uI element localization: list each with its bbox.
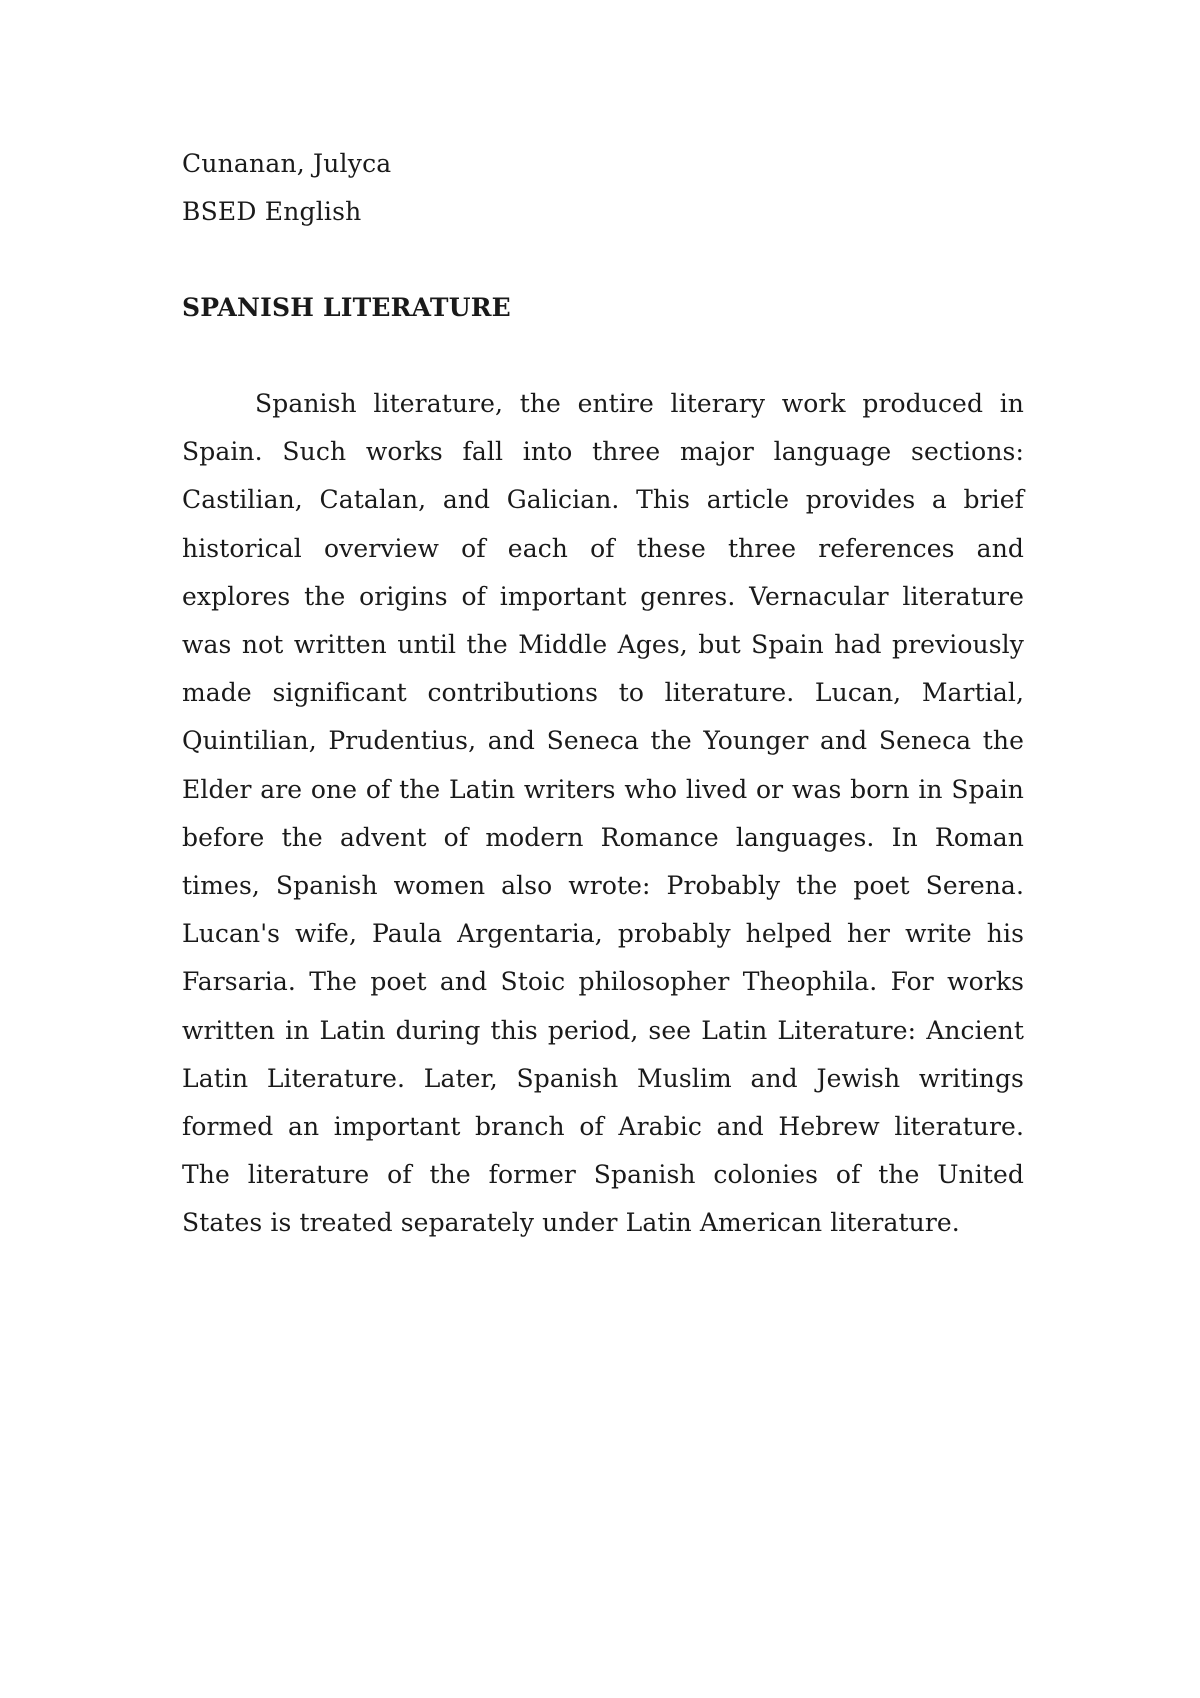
document-title: SPANISH LITERATURE bbox=[182, 293, 511, 322]
body-paragraph: Spanish literature, the entire literary work produced in Spain. Such works fall into three major language sections: Castilian, Catalan, and Galician. This article provides a brief historical overview of each of these three references and explores the origins of important genres. Vernacular literature was not written until the Middle Ages, but Spain had previously made significant contributions to literature. Lucan, Martial, Quintilian, Prudentius, and Seneca the Younger and Seneca the Elder are one of the Latin writers who lived or was born in Spain before the advent of modern Romance languages. In Roman times, Spanish women also wrote: Probably the poet Serena. Lucan's wife, Paula Argentaria, probably helped her write his Farsaria. The poet and Stoic philosopher Theophila. For works written in Latin during this period, see Latin Literature: Ancient Latin Literature. Later, Spanish Muslim and Jewish writings formed an important branch of Arabic and Hebrew literature. The literature of the former Spanish colonies of the United States is treated separately under Latin American literature. bbox=[182, 389, 1024, 1238]
course-label: BSED English bbox=[182, 197, 362, 226]
author-name: Cunanan, Julyca bbox=[182, 149, 392, 178]
document-content bbox=[182, 140, 1024, 1248]
